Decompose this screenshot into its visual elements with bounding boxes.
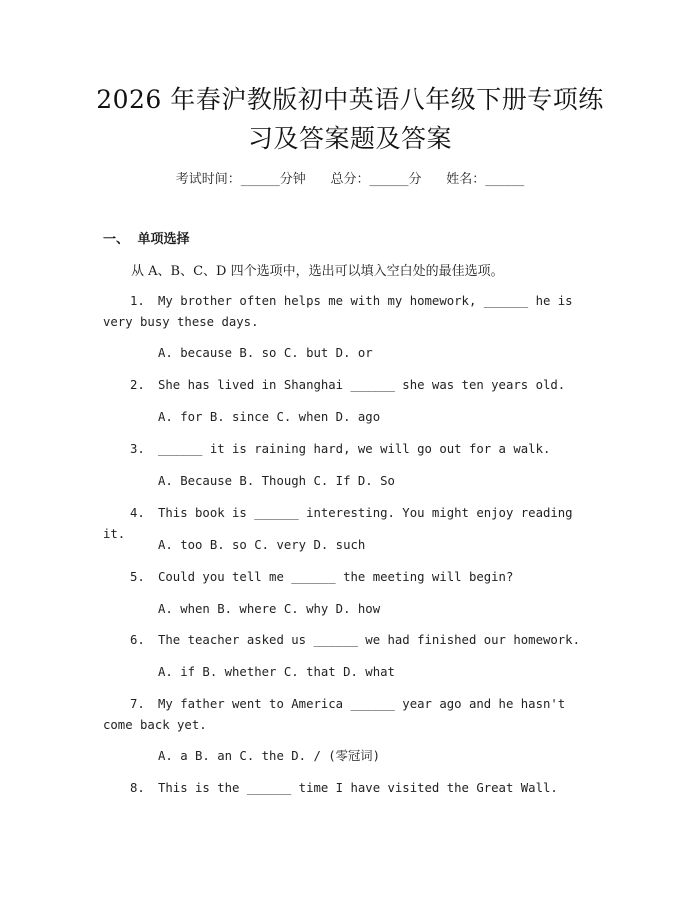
- question-number: 1.: [130, 294, 145, 308]
- document-title: [60, 80, 640, 158]
- question-text: This book is ______ interesting. You might enjoy reading it.: [103, 506, 573, 541]
- question-6: [103, 630, 583, 651]
- question-7-options: A. a B. an C. the D. / (零冠词): [158, 749, 380, 763]
- question-number: 7.: [130, 697, 145, 711]
- question-5-options: A. when B. where C. why D. how: [158, 602, 381, 616]
- question-3: [103, 439, 583, 460]
- question-number: 6.: [130, 633, 145, 647]
- question-4-options: A. too B. so C. very D. such: [158, 538, 366, 552]
- question-5: [103, 567, 583, 588]
- section-instruction: 从 A、B、C、D 四个选项中，选出可以填入空白处的最佳选项。: [131, 264, 504, 279]
- title-line-1: 2026 年春沪教版初中英语八年级下册专项练: [96, 85, 604, 114]
- question-6-options: A. if B. whether C. that D. what: [158, 665, 395, 679]
- question-3-options: A. Because B. Though C. If D. So: [158, 474, 395, 488]
- question-number: 5.: [130, 570, 145, 584]
- question-number: 8.: [130, 781, 145, 795]
- question-7: [103, 694, 583, 736]
- question-text: This is the ______ time I have visited the Great Wall.: [158, 781, 558, 795]
- question-8: [103, 778, 583, 799]
- question-number: 2.: [130, 378, 145, 392]
- question-text: She has lived in Shanghai ______ she was ten years old.: [158, 378, 566, 392]
- question-text: The teacher asked us ______ we had finished our homework.: [158, 633, 580, 647]
- title-line-2: 习及答案题及答案: [247, 124, 452, 153]
- section-number: 一、: [103, 232, 130, 247]
- question-2-options: A. for B. since C. when D. ago: [158, 410, 381, 424]
- question-1-options: A. because B. so C. but D. or: [158, 346, 373, 360]
- question-text: My brother often helps me with my homework, ______ he is very busy these days.: [103, 294, 573, 329]
- question-2: [103, 375, 583, 396]
- question-number: 4.: [130, 506, 145, 520]
- section-heading: [103, 228, 190, 247]
- question-1: [103, 291, 583, 333]
- question-text: My father went to America ______ year ago and he hasn't come back yet.: [103, 697, 566, 732]
- question-number: 3.: [130, 442, 145, 456]
- question-text: Could you tell me ______ the meeting will begin?: [158, 570, 514, 584]
- question-text: ______ it is raining hard, we will go out for a walk.: [158, 442, 551, 456]
- exam-info-line: 考试时间：______分钟 总分：______分 姓名：______: [175, 172, 525, 187]
- section-title: 单项选择: [137, 232, 190, 247]
